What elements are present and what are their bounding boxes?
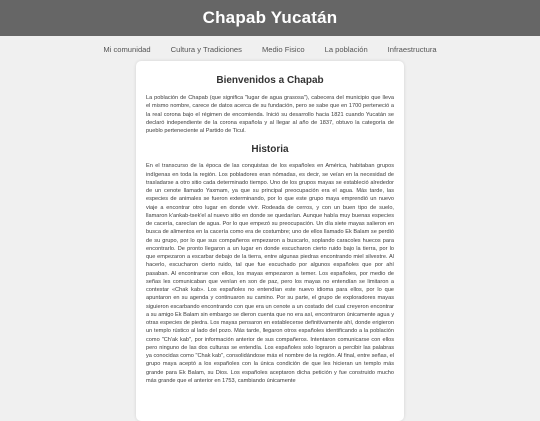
welcome-paragraph: La población de Chapab (que significa "lugar de agua grasosa"), cabecera del municipio que lleva el mismo nombre, carece de datos acerca de su fundación, pero se sabe que en 1700 perteneció a la real corona bajo el régimen de encomienda. Inició su desarrollo hacia 1821 cuando Yucatán se declaró independiente de la corona española y al llegar al año de 1837, obtuvo la categoría de pueblo perteneciente al Partido de Ticul. (146, 95, 394, 134)
welcome-heading: Bienvenidos a Chapab (216, 75, 324, 86)
nav-item-la-poblacion[interactable]: La población (324, 44, 368, 54)
site-title: Chapab Yucatán (202, 8, 338, 27)
nav-item-mi-comunidad[interactable]: Mi comunidad (103, 44, 151, 54)
site-header (0, 0, 540, 36)
nav-item-medio-fisico[interactable]: Medio Fisico (261, 44, 305, 54)
nav-item-cultura-y-tradiciones[interactable]: Cultura y Tradiciones (170, 44, 242, 54)
content-card (136, 61, 404, 421)
history-paragraph: En el transcurso de la época de las conquistas de los españoles en América, habitaban grupos indígenas en toda la región. Los pobladores eran nómadas, es decir, se veían en la necesidad de trasladarse a otro sitio cada determinado tiempo. Uno de los grupos mayas se estableció alrededor de un cenote llamado Yaxmam, ya que su principal preocupación era el agua. Más tarde, las especies de animales se fueron exterminando, por lo que este grupo maya emprendió un nuevo viaje a encontrar otro lugar en donde vivir. Rodeada de cerros, y con un buen tipo de suelo, llamaron k'ankab-tsek'el al nuevo sitio en donde se quedarían. Aunque había muy buenas especies de cacería, carecían de agua. Por lo que empezó su preocupación. Un día siete mayas salieron en busca de alimentos en la cacería como era de costumbre; uno de ellos llamado Ek Balam se perdió de su grupo, por lo que sus compañeros empezaron a buscarlo, soplando caracoles huecos para encontrarlo. De pronto llegaron a un lugar en donde escucharon cierto ruido bajo la tierra, por lo que empezaron a escarbar debajo de la tierra, entre algunas piedras encontrando miel silvestre. Al hacerlo, escucharon cierto ruido, tal que fue escuchado por algunos españoles que por ahí pasaban. Al encontrarse con ellos, los mayas empezaron a temer. Los españoles, por medio de señas les comunicaban que venían en son de paz, pero los mayas no entendían se limitaron a contestar «Chak kab». Los españoles no entendían este nuevo idioma para ellos, por lo que apuntaron en su agenda y continuaron su camino. Por su parte, el grupo de exploradores mayas siguieron escarbando encontrando con que era un cenote a un costado del cual creyeron encontrar a su amigo Ek Balam sin embargo se dieron cuenta que no era así, encontraron únicamente agua y otras especies de piedra. Los mayas pensaron en establecerse definitivamente ahí, donde erigieron un templo rústico al lado del pozo. Más tarde, llegaron otros españoles identificando a la población como "Ch'ak kab", por información anterior de sus compañeros. Intentaron comunicarse con ellos pero ninguno de las dos culturas se entendía. Los españoles solo lograron a percibir las palabras ya conocidas como "Chak kab", consolidándose más el nombre de la región. Al final, entre señas, el grupo maya aceptó a los españoles con la única condición de que les hicieran un templo más grande para Ek Balam, su Dios. Los españoles aceptaron dicha petición y fue construido mucho más grande que el anterior en 1753, cambiando únicamente (146, 163, 394, 384)
history-heading: Historia (251, 144, 289, 156)
main-nav (0, 38, 540, 60)
nav-item-infraestructura[interactable]: Infraestructura (387, 44, 437, 54)
